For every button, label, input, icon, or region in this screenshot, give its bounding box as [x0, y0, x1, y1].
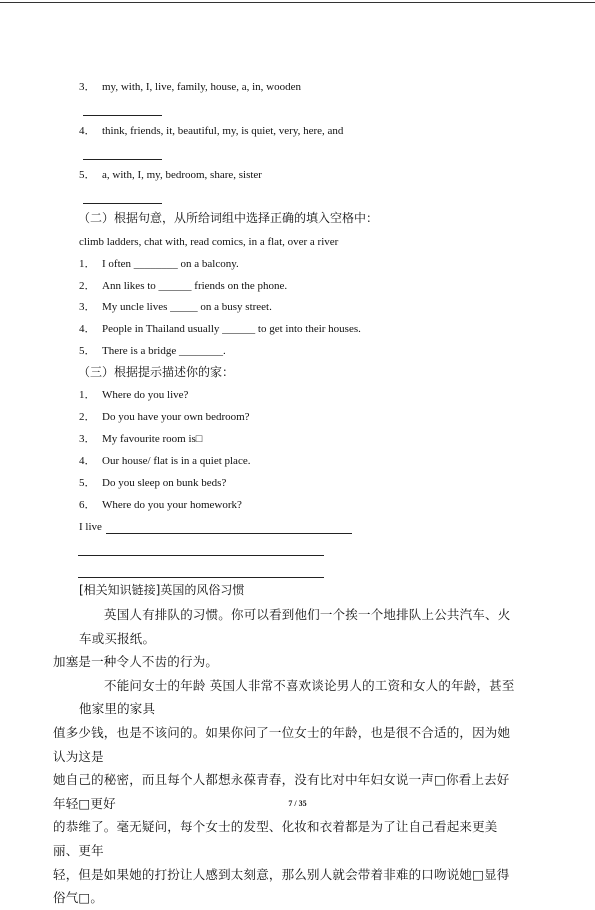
item-number: 5．	[79, 477, 96, 489]
header-rule	[0, 2, 595, 3]
item-number: 3．	[79, 433, 96, 445]
section-heading: （三）根据提示描述你的家：	[78, 365, 235, 379]
paragraph-line: 她自己的秘密，而且每个人都想永葆青春，没有比对中年妇女说一声□你看上去好年轻□更好	[53, 772, 510, 811]
paragraph-line: 英国人有排队的习惯。你可以看到他们一个挨一个地排队上公共汽车、火车或买报纸。	[79, 607, 511, 646]
answer-line[interactable]	[78, 577, 324, 578]
paragraph-line: 不能问女士的年龄 英国人非常不喜欢谈论男人的工资和女人的年龄，甚至他家里的家具	[79, 677, 515, 717]
item-number: 5．	[79, 345, 96, 357]
paragraph-line: 加塞是一种令人不齿的行为。	[53, 654, 219, 670]
item-number: 2．	[79, 280, 96, 292]
paragraph-line: 的恭维了。毫无疑问，每个女士的发型、化妆和衣着都是为了让自己看起来更美丽、更年	[53, 819, 498, 858]
item-number: 6．	[79, 499, 96, 511]
item-text: My favourite room is□	[102, 433, 203, 445]
item-text: I often ________ on a balcony.	[102, 258, 239, 270]
answer-line[interactable]	[106, 533, 352, 534]
item-number: 3．	[79, 301, 96, 313]
page-number: 7 / 35	[288, 799, 307, 808]
item-text: Do you have your own bedroom?	[102, 411, 250, 423]
paragraph-line: 轻，但是如果她的打扮让人感到太刻意，那么别人就会带着非难的口吻说她□显得俗气□。	[53, 866, 510, 906]
item-number: 3．	[79, 81, 96, 93]
word-bank: climb ladders, chat with, read comics, in a flat, over a river	[79, 236, 339, 248]
item-text: There is a bridge ________.	[102, 345, 226, 357]
item-number: 4．	[79, 455, 96, 467]
item-number: 1．	[79, 258, 96, 270]
answer-start: I live	[79, 521, 102, 533]
item-text: Do you sleep on bunk beds?	[102, 477, 227, 489]
item-text: think, friends, it, beautiful, my, is quiet, very, here, and	[102, 125, 344, 137]
answer-line[interactable]	[78, 555, 324, 556]
item-text: People in Thailand usually ______ to get into their houses.	[102, 323, 361, 335]
item-text: Where do you live?	[102, 389, 189, 401]
item-text: Where do you your homework?	[102, 499, 242, 511]
answer-blank[interactable]	[83, 115, 162, 116]
item-number: 5．	[79, 169, 96, 181]
answer-blank[interactable]	[83, 159, 162, 160]
paragraph-line: 值多少钱，也是不该问的。如果你问了一位女士的年龄，也是很不合适的，因为她认为这是	[53, 724, 511, 764]
item-number: 2．	[79, 411, 96, 423]
item-number: 4．	[79, 323, 96, 335]
knowledge-text	[53, 603, 519, 910]
item-number: 4．	[79, 125, 96, 137]
answer-blank[interactable]	[83, 203, 162, 204]
item-text: a, with, I, my, bedroom, share, sister	[102, 169, 262, 181]
section-heading: （二）根据句意，从所给词组中选择正确的填入空格中：	[78, 211, 379, 225]
item-text: My uncle lives _____ on a busy street.	[102, 301, 272, 313]
item-text: my, with, I, live, family, house, a, in, wooden	[102, 81, 301, 93]
item-text: Ann likes to ______ friends on the phone.	[102, 280, 288, 292]
item-text: Our house/ flat is in a quiet place.	[102, 455, 251, 467]
item-number: 1．	[79, 389, 96, 401]
knowledge-heading: [相关知识链接]英国的风俗习惯	[79, 583, 245, 597]
